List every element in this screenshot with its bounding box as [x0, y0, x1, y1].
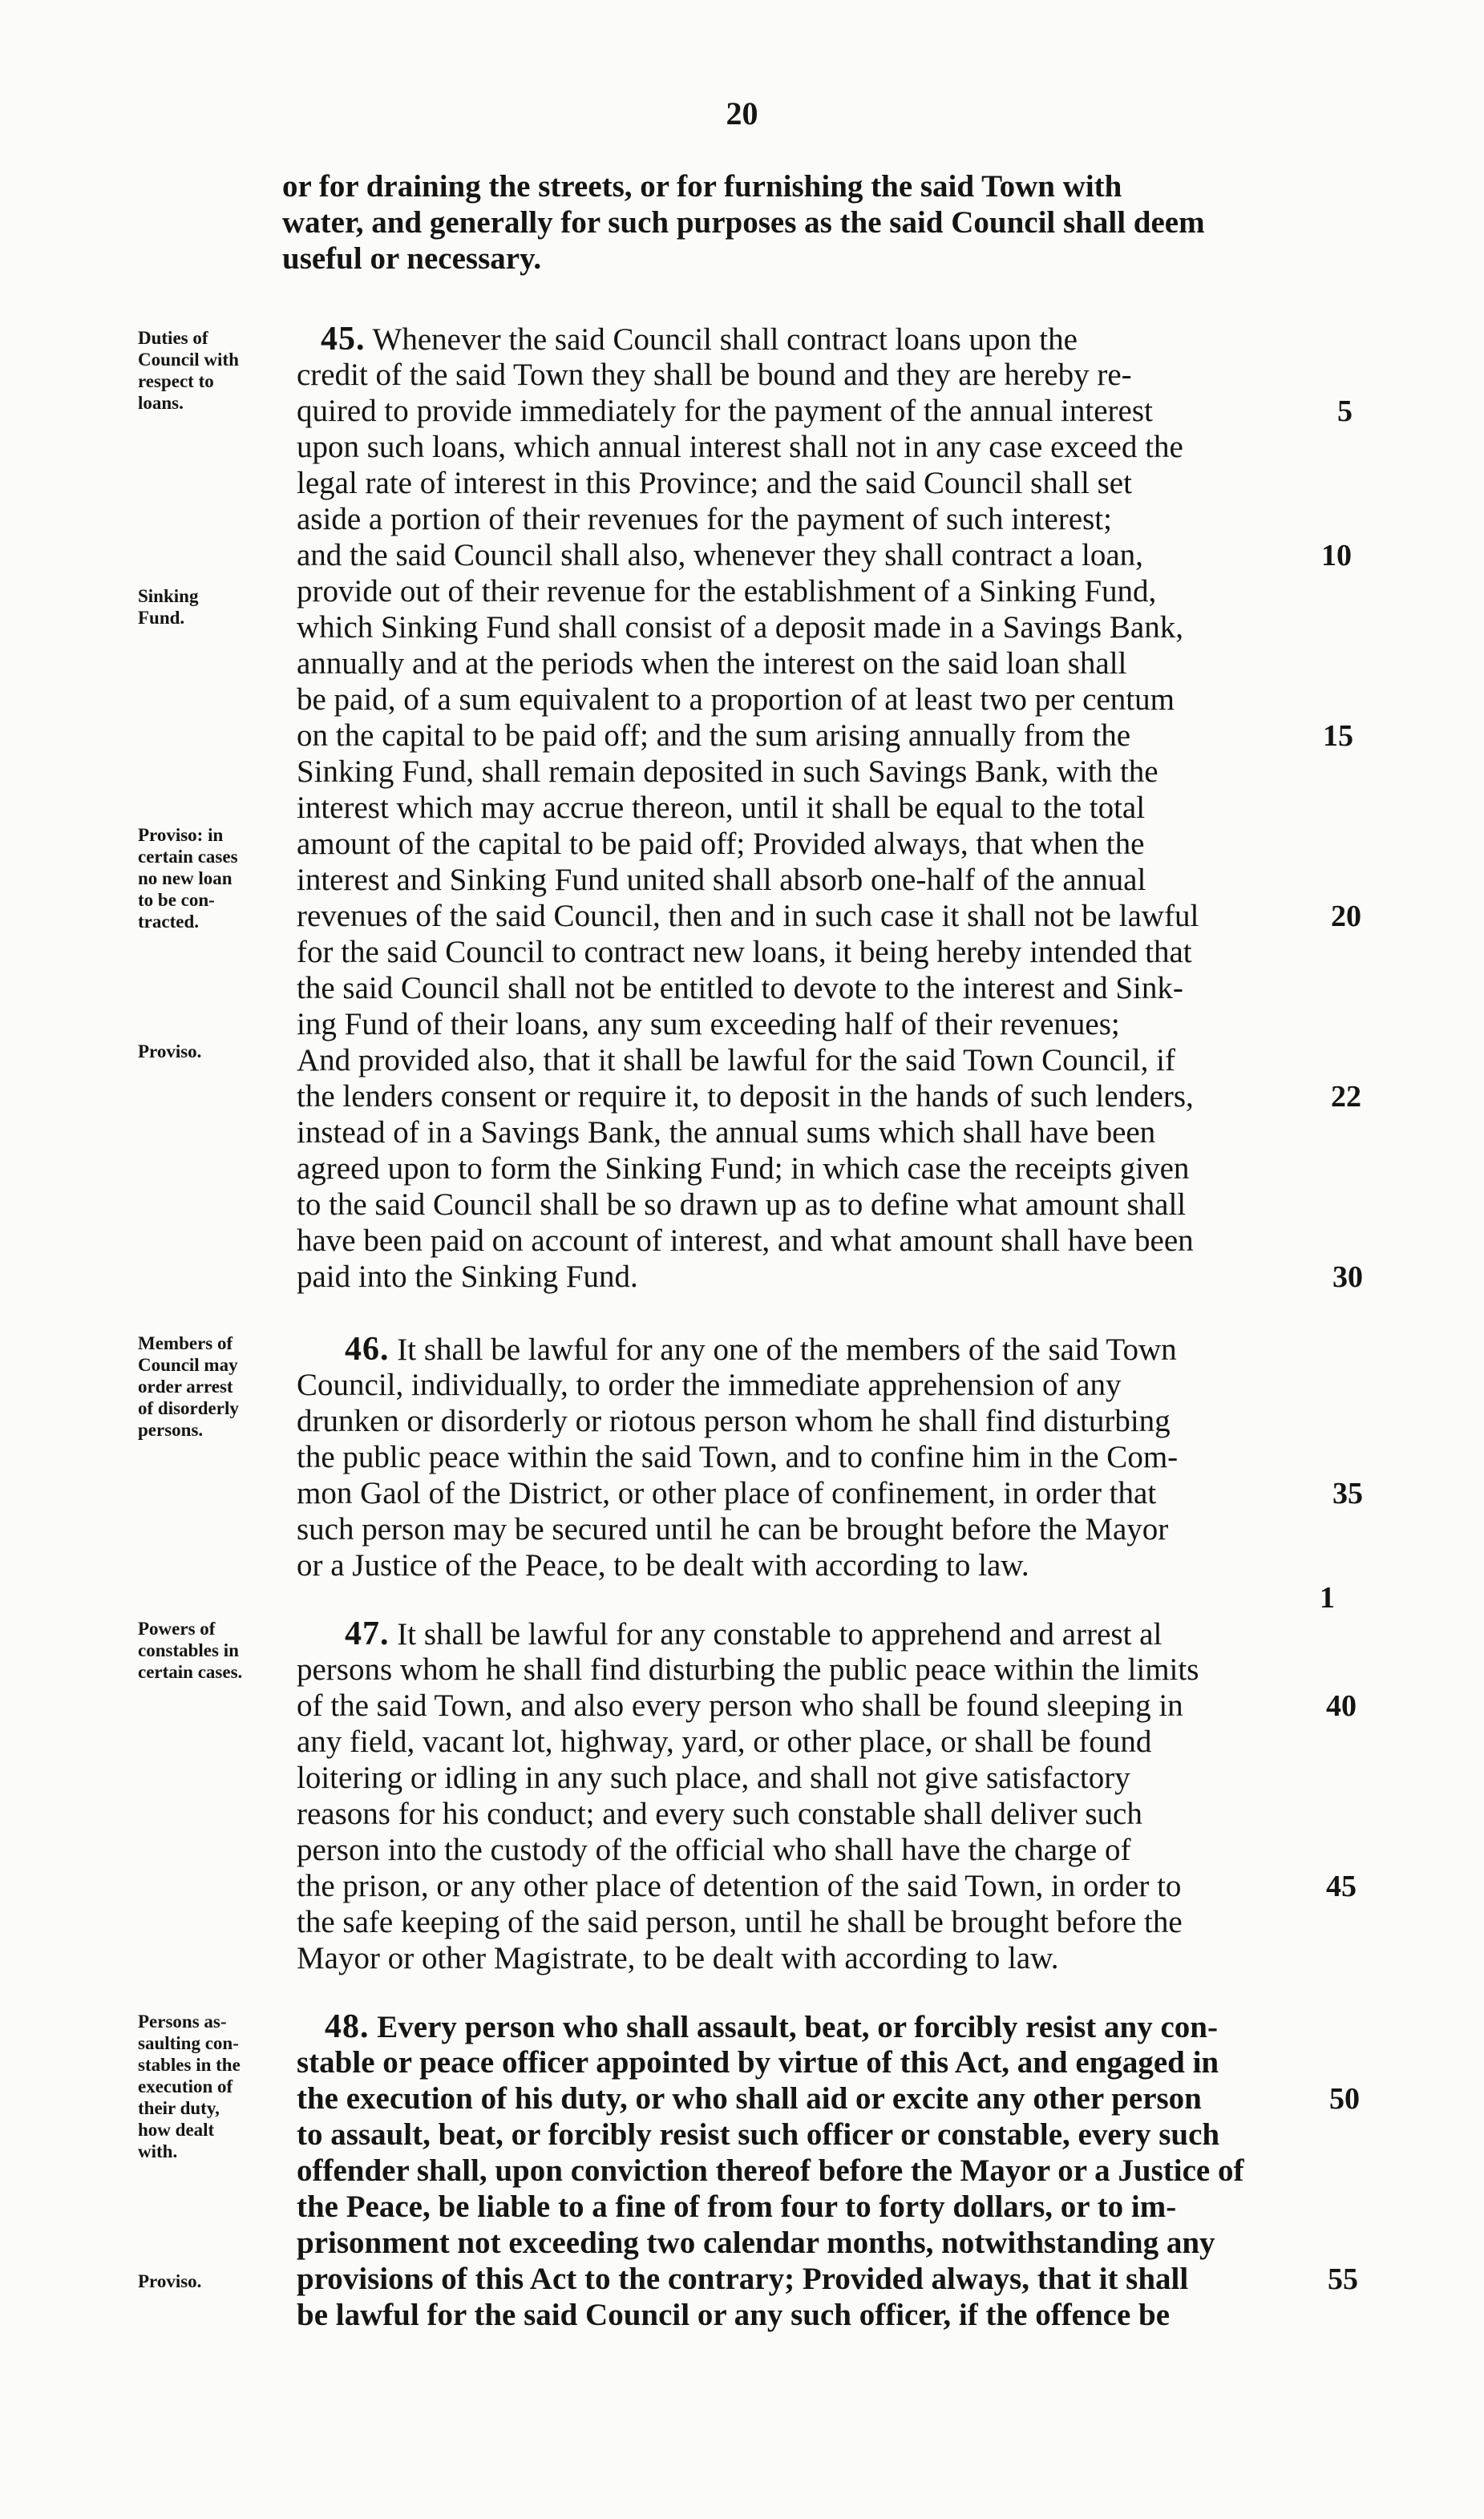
margin-note-line: saulting con- [138, 2033, 239, 2053]
section-47-line: any field, vacant lot, highway, yard, or other place, or shall be found [297, 1724, 1152, 1759]
line-number: 1 [1320, 1581, 1335, 1615]
section-45-line: the said Council shall not be entitled to devote to the interest and Sink- [297, 971, 1183, 1005]
section-45-line: Sinking Fund, shall remain deposited in such Savings Bank, with the [297, 754, 1158, 789]
intro-line: water, and generally for such purposes as the said Council shall deem [282, 205, 1205, 240]
margin-note-line: to be con- [138, 890, 215, 910]
margin-note-line: Proviso. [138, 1041, 202, 1061]
section-47-line: the prison, or any other place of detention of the said Town, in order to [297, 1869, 1182, 1903]
section-45-line: interest which may accrue thereon, until it shall be equal to the total [297, 790, 1146, 825]
section-47-line: person into the custody of the official who shall have the charge of [297, 1833, 1131, 1867]
margin-note-line: respect to [138, 371, 214, 391]
section-45-line: and the said Council shall also, whenever they shall contract a loan, [297, 538, 1143, 572]
line-number: 35 [1332, 1477, 1363, 1510]
margin-note-line: tracted. [138, 912, 199, 932]
margin-note-line: their duty, [138, 2098, 220, 2118]
section-number: 45. [321, 321, 366, 358]
page-number: 20 [726, 95, 758, 131]
section-45-line: to the said Council shall be so drawn up as to define what amount shall [297, 1187, 1187, 1222]
margin-note-proviso-final [138, 2270, 306, 2292]
section-45-line: for the said Council to contract new loans, it being hereby intended that [297, 935, 1192, 969]
section-45-line: interest and Sinking Fund united shall absorb one-half of the annual [297, 863, 1146, 897]
margin-note-line: certain cases. [138, 1662, 243, 1682]
margin-note-line: stables in the [138, 2055, 241, 2075]
margin-note-constables-powers [138, 1618, 306, 1683]
section-48-line: prisonment not exceeding two calendar months, notwithstanding any [297, 2226, 1215, 2260]
section-45-line: on the capital to be paid off; and the sum arising annually from the [297, 718, 1131, 753]
margin-note-line: Sinking [138, 586, 199, 606]
section-text: Every person who shall assault, beat, or forcibly resist any con- [377, 2010, 1218, 2044]
margin-note-line: Persons as- [138, 2012, 227, 2032]
section-46-line: drunken or disorderly or riotous person whom he shall find disturbing [297, 1404, 1171, 1438]
section-48-line: the Peace, be liable to a fine of from four to forty dollars, or to im- [297, 2189, 1177, 2224]
section-45-line: amount of the capital to be paid off; Provided always, that when the [297, 827, 1145, 861]
intro-line: useful or necessary. [282, 241, 542, 276]
margin-note-line: constables in [138, 1640, 239, 1660]
line-number: 45 [1326, 1870, 1357, 1903]
margin-note-line: with. [138, 2141, 178, 2161]
margin-note-line: Duties of [138, 328, 208, 348]
section-46-line: such person may be secured until he can be brought before the Mayor [297, 1512, 1169, 1547]
margin-note-line: Proviso: in [138, 825, 224, 845]
margin-note-line: certain cases [138, 847, 238, 867]
margin-note-line: loans. [138, 393, 184, 413]
margin-note-duties-loans [138, 327, 306, 414]
line-number: 55 [1328, 2262, 1358, 2296]
section-46-line: or a Justice of the Peace, to be dealt with according to law. [297, 1548, 1029, 1583]
section-47-line: reasons for his conduct; and every such constable shall deliver such [297, 1797, 1142, 1831]
section-45-line: annually and at the periods when the interest on the said loan shall [297, 646, 1127, 681]
section-47-line: of the said Town, and also every person who shall be found sleeping in [297, 1688, 1183, 1723]
section-45-line: And provided also, that it shall be lawful for the said Town Council, if [297, 1043, 1175, 1078]
section-45-line: credit of the said Town they shall be bound and they are hereby re- [297, 358, 1132, 392]
margin-note-assaulting-constables [138, 2011, 306, 2162]
section-48-line: stable or peace officer appointed by virtue of this Act, and engaged in [297, 2045, 1219, 2080]
line-number: 30 [1332, 1260, 1363, 1294]
section-45-line: ing Fund of their loans, any sum exceeding half of their revenues; [297, 1007, 1120, 1041]
section-46-line: mon Gaol of the District, or other place of confinement, in order that [297, 1476, 1157, 1510]
section-45-line: revenues of the said Council, then and in such case it shall not be lawful [297, 899, 1199, 933]
section-45-line: be paid, of a sum equivalent to a proportion of at least two per centum [297, 682, 1175, 717]
section-number: 47. [345, 1615, 390, 1652]
margin-note-line: no new loan [138, 868, 233, 888]
margin-note-line: order arrest [138, 1377, 233, 1397]
section-45-line: aside a portion of their revenues for the payment of such interest; [297, 502, 1112, 536]
margin-note-line: Members of [138, 1333, 233, 1353]
section-text: It shall be lawful for any one of the members of the said Town [397, 1332, 1177, 1367]
section-45-line: which Sinking Fund shall consist of a deposit made in a Savings Bank, [297, 610, 1183, 645]
margin-note-line: Council may [138, 1355, 238, 1375]
line-number: 22 [1331, 1080, 1361, 1114]
section-47-line: persons whom he shall find disturbing the public peace within the limits [297, 1652, 1199, 1687]
section-45-line: upon such loans, which annual interest shall not in any case exceed the [297, 430, 1183, 464]
line-number: 40 [1326, 1689, 1357, 1723]
section-48-line: to assault, beat, or forcibly resist such officer or constable, every such [297, 2117, 1220, 2152]
section-46-line: Council, individually, to order the immediate apprehension of any [297, 1368, 1122, 1402]
section-47-line: loitering or idling in any such place, and shall not give satisfactory [297, 1761, 1130, 1795]
section-48-line: offender shall, upon conviction thereof before the Mayor or a Justice of [297, 2153, 1244, 2188]
section-45-line: provide out of their revenue for the establishment of a Sinking Fund, [297, 574, 1157, 609]
line-number: 10 [1321, 539, 1352, 572]
section-45-line: instead of in a Savings Bank, the annual sums which shall have been [297, 1115, 1156, 1150]
line-number: 15 [1323, 719, 1353, 753]
margin-note-proviso [138, 1041, 306, 1062]
section-48-line: provisions of this Act to the contrary; Provided always, that it shall [297, 2262, 1189, 2296]
section-45-line [321, 321, 1078, 358]
section-45-line: the lenders consent or require it, to deposit in the hands of such lenders, [297, 1079, 1194, 1114]
line-number: 50 [1329, 2082, 1360, 2116]
section-48-line [325, 2008, 1218, 2046]
section-48-line: be lawful for the said Council or any such officer, if the offence be [297, 2298, 1171, 2332]
section-47-line [345, 1615, 1162, 1653]
section-47-line: Mayor or other Magistrate, to be dealt with according to law. [297, 1941, 1059, 1975]
section-45-line: legal rate of interest in this Province; and the said Council shall set [297, 466, 1132, 500]
section-47-line: the safe keeping of the said person, until he shall be brought before the [297, 1905, 1183, 1939]
margin-note-line: Fund. [138, 608, 185, 628]
section-number: 48. [325, 2008, 370, 2045]
margin-note-line: Council with [138, 350, 239, 370]
margin-note-line: persons. [138, 1420, 204, 1440]
intro-line: or for draining the streets, or for furnishing the said Town with [282, 169, 1122, 204]
section-45-line: quired to provide immediately for the payment of the annual interest [297, 394, 1153, 428]
margin-note-line: how dealt [138, 2120, 215, 2140]
line-number: 20 [1331, 900, 1361, 933]
section-45-line: agreed upon to form the Sinking Fund; in which case the receipts given [297, 1151, 1190, 1186]
section-text: It shall be lawful for any constable to apprehend and arrest al [397, 1617, 1163, 1652]
margin-note-line: Powers of [138, 1619, 216, 1639]
section-46-line [345, 1331, 1177, 1369]
section-number: 46. [345, 1331, 390, 1368]
line-number: 5 [1337, 394, 1353, 428]
margin-note-line: execution of [138, 2076, 233, 2096]
section-45-line: paid into the Sinking Fund. [297, 1260, 638, 1294]
section-46-line: the public peace within the said Town, and to confine him in the Com- [297, 1440, 1179, 1474]
section-48-line: the execution of his duty, or who shall aid or excite any other person [297, 2081, 1202, 2116]
margin-note-line: Proviso. [138, 2271, 202, 2291]
margin-note-sinking-fund [138, 585, 306, 629]
margin-note-members-arrest [138, 1332, 306, 1441]
margin-note-line: of disorderly [138, 1398, 239, 1418]
margin-note-proviso-loans [138, 824, 306, 932]
section-45-line: have been paid on account of interest, and what amount shall have been [297, 1223, 1194, 1258]
section-text: Whenever the said Council shall contract loans upon the [372, 322, 1078, 357]
